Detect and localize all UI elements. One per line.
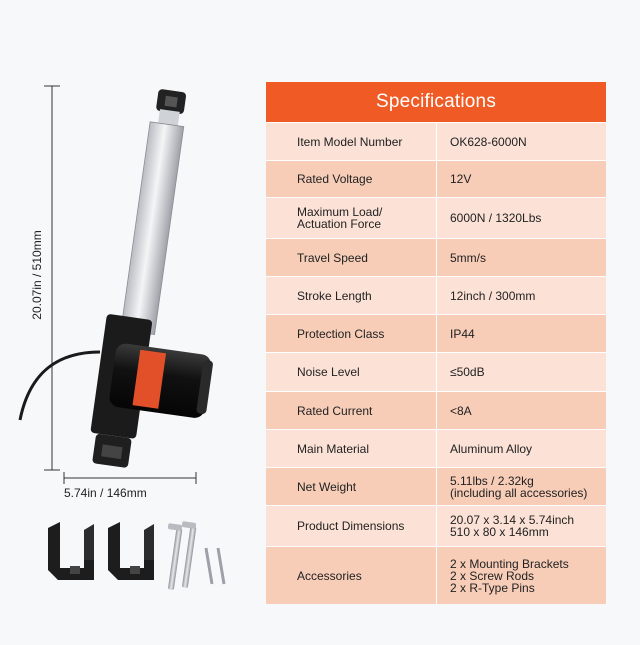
- width-dimension-line: [64, 472, 196, 484]
- spec-label: Noise Level: [297, 365, 360, 379]
- spec-label: Net Weight: [297, 479, 357, 494]
- spec-row-product-dimensions: [266, 505, 606, 546]
- spec-label: Main Material: [297, 441, 370, 456]
- width-dimension-label: 5.74in / 146mm: [64, 486, 147, 500]
- height-dimension-line: [44, 86, 60, 470]
- spec-label: Accessories: [297, 568, 362, 583]
- specifications-table: [266, 82, 606, 604]
- spec-value: 6000N / 1320Lbs: [436, 198, 606, 238]
- spec-label: Stroke Length: [297, 288, 372, 303]
- spec-value: IP44: [436, 315, 606, 352]
- spec-label: Rated Current: [297, 403, 373, 418]
- spec-value: 5mm/s: [436, 239, 606, 276]
- spec-value: Aluminum Alloy: [436, 430, 606, 467]
- spec-value: 12V: [436, 161, 606, 197]
- spec-label: Travel Speed: [297, 250, 368, 265]
- spec-label: Rated Voltage: [297, 172, 373, 186]
- spec-row-travel-speed: [266, 238, 606, 276]
- linear-actuator-image: [86, 86, 250, 478]
- specifications-title: Specifications: [266, 82, 606, 122]
- spec-row-maximum-load: [266, 197, 606, 238]
- spec-value: ≤50dB: [436, 353, 606, 391]
- spec-value: OK628-6000N: [436, 123, 606, 160]
- screw-rods-image: [168, 521, 197, 590]
- product-drawing: [0, 0, 262, 640]
- spec-row-main-material: [266, 429, 606, 467]
- spec-row-protection-class: [266, 314, 606, 352]
- spec-row-net-weight: [266, 467, 606, 505]
- spec-value: 5.11lbs / 2.32kg (including all accessories): [436, 468, 606, 505]
- power-cable: [20, 352, 100, 420]
- r-type-pins-image: [206, 548, 224, 584]
- spec-row-accessories: [266, 546, 606, 604]
- spec-row-rated-voltage: [266, 160, 606, 197]
- spec-row-noise-level: [266, 352, 606, 391]
- spec-row-rated-current: [266, 391, 606, 429]
- spec-label: Protection Class: [297, 326, 385, 341]
- spec-label: Product Dimensions: [297, 519, 405, 533]
- product-illustration-panel: [0, 0, 262, 640]
- spec-value: 20.07 x 3.14 x 5.74inch 510 x 80 x 146mm: [436, 506, 606, 546]
- mounting-brackets-image: [48, 522, 154, 580]
- spec-row-stroke-length: [266, 276, 606, 314]
- spec-label: Item Model Number: [297, 134, 403, 149]
- spec-value: <8A: [436, 392, 606, 429]
- spec-value: 12inch / 300mm: [436, 277, 606, 314]
- height-dimension-label: 20.07in / 510mm: [30, 230, 44, 320]
- spec-row-model-number: [266, 122, 606, 160]
- spec-label: Maximum Load/ Actuation Force: [297, 205, 383, 231]
- spec-value: 2 x Mounting Brackets 2 x Screw Rods 2 x R-Type Pins: [436, 547, 606, 604]
